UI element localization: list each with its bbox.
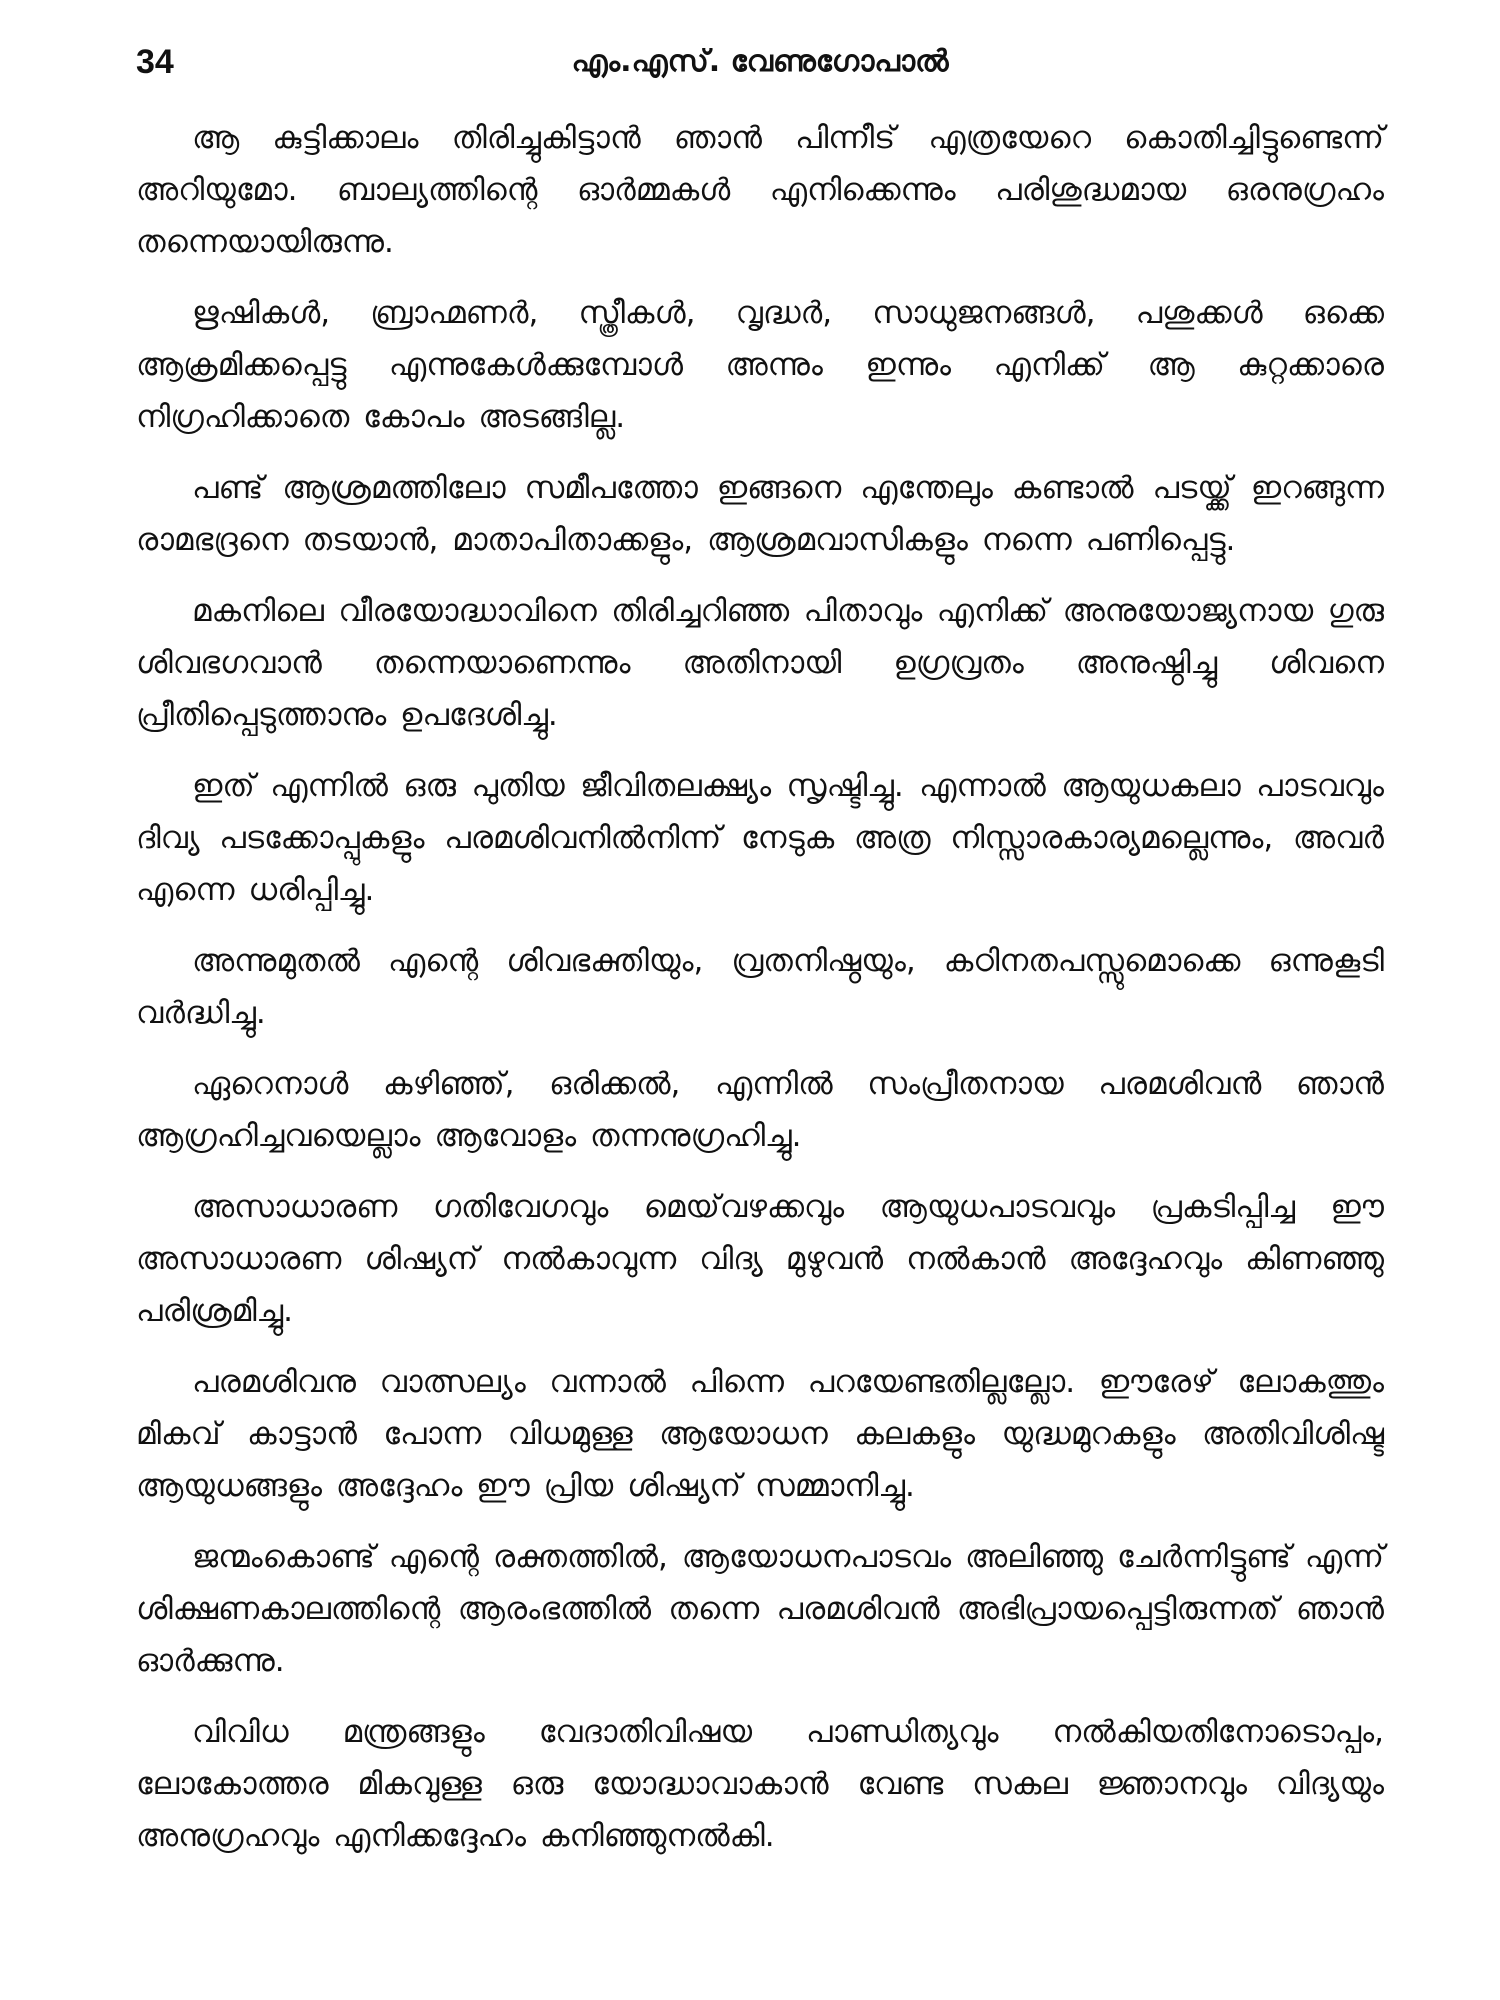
paragraph-9: പരമശിവനു വാത്സല്യം വന്നാൽ പിന്നെ പറയേണ്ടതില്ലല്ലോ. ഈരേഴ് ലോകത്തും മികവ് കാട്ടാൻ പോന്ന വിധമുള്ള ആയോധന കലകളും യുദ്ധമുറകളും അതിവിശിഷ്ട ആയുധങ്ങളും അദ്ദേഹം ഈ പ്രിയ ശിഷ്യന് സമ്മാനിച്ചു. bbox=[136, 1364, 1384, 1504]
running-title: എം.എസ്. വേണുഗോപാൽ bbox=[571, 44, 949, 79]
paragraph-7: ഏറെനാൾ കഴിഞ്ഞ്, ഒരിക്കൽ, എന്നിൽ സംപ്രീതനായ പരമശിവൻ ഞാൻ ആഗ്രഹിച്ചവയെല്ലാം ആവോളം തന്നനുഗ്രഹിച്ചു. bbox=[136, 1066, 1384, 1154]
paragraph-4: മകനിലെ വീരയോദ്ധാവിനെ തിരിച്ചറിഞ്ഞ പിതാവും എനിക്ക് അനുയോജ്യനായ ഗുരു ശിവഭഗവാൻ തന്നെയാണെന്നും അതിനായി ഉഗ്രവ്രതം അനുഷ്ഠിച്ചു ശിവനെ പ്രീതിപ്പെടുത്താനും ഉപദേശിച്ചു. bbox=[136, 593, 1384, 733]
paragraph-11: വിവിധ മന്ത്രങ്ങളും വേദാതിവിഷയ പാണ്ഡിത്യവും നൽകിയതിനോടൊപ്പം, ലോകോത്തര മികവുള്ള ഒരു യോദ്ധാവാകാൻ വേണ്ട സകല ജ്ഞാനവും വിദ്യയും അനുഗ്രഹവും എനിക്കദ്ദേഹം കനിഞ്ഞുനൽകി. bbox=[136, 1714, 1384, 1854]
paragraph-5: ഇത് എന്നിൽ ഒരു പുതിയ ജീവിതലക്ഷ്യം സൃഷ്ടിച്ചു. എന്നാൽ ആയുധകലാ പാടവവും ദിവ്യ പടക്കോപ്പുകളും പരമശിവനിൽനിന്ന് നേടുക അത്ര നിസ്സാരകാര്യമല്ലെന്നും, അവർ എന്നെ ധരിപ്പിച്ചു. bbox=[136, 768, 1384, 908]
paragraph-10: ജന്മംകൊണ്ട് എന്റെ രക്തത്തിൽ, ആയോധനപാടവം അലിഞ്ഞു ചേർന്നിട്ടുണ്ട് എന്ന് ശിക്ഷണകാലത്തിന്റെ ആരംഭത്തിൽ തന്നെ പരമശിവൻ അഭിപ്രായപ്പെട്ടിരുന്നത് ഞാൻ ഓർക്കുന്നു. bbox=[136, 1539, 1384, 1679]
paragraph-3: പണ്ട് ആശ്രമത്തിലോ സമീപത്തോ ഇങ്ങനെ എന്തേലും കണ്ടാൽ പടയ്ക്ക് ഇറങ്ങുന്ന രാമഭദ്രനെ തടയാൻ, മാതാപിതാക്കളും, ആശ്രമവാസികളും നന്നെ പണിപ്പെട്ടു. bbox=[136, 470, 1384, 558]
paragraph-6: അന്നുമുതൽ എന്റെ ശിവഭക്തിയും, വ്രതനിഷ്ഠയും, കഠിനതപസ്സുമൊക്കെ ഒന്നുകൂടി വർദ്ധിച്ചു. bbox=[136, 943, 1384, 1031]
body-text bbox=[136, 112, 1384, 1881]
page-header bbox=[136, 36, 1384, 88]
page-number: 34 bbox=[136, 43, 174, 81]
paragraph-2: ഋഷികൾ, ബ്രാഹ്മണർ, സ്ത്രീകൾ, വൃദ്ധർ, സാധുജനങ്ങൾ, പശുക്കൾ ഒക്കെ ആക്രമിക്കപ്പെട്ടു എന്നുകേൾക്കുമ്പോൾ അന്നും ഇന്നും എനിക്ക് ആ കുറ്റക്കാരെ നിഗ്രഹിക്കാതെ കോപം അടങ്ങില്ല. bbox=[136, 295, 1384, 435]
paragraph-8: അസാധാരണ ഗതിവേഗവും മെയ്‌വഴക്കവും ആയുധപാടവവും പ്രകടിപ്പിച്ച ഈ അസാധാരണ ശിഷ്യന് നൽകാവുന്ന വിദ്യ മുഴുവൻ നൽകാൻ അദ്ദേഹവും കിണഞ്ഞു പരിശ്രമിച്ചു. bbox=[136, 1189, 1384, 1329]
paragraph-1: ആ കുട്ടിക്കാലം തിരിച്ചുകിട്ടാൻ ഞാൻ പിന്നീട് എത്രയേറെ കൊതിച്ചിട്ടുണ്ടെന്ന് അറിയുമോ. ബാല്യത്തിന്റെ ഓർമ്മകൾ എനിക്കെന്നും പരിശുദ്ധമായ ഒരനുഗ്രഹം തന്നെയായിരുന്നു. bbox=[136, 120, 1384, 260]
